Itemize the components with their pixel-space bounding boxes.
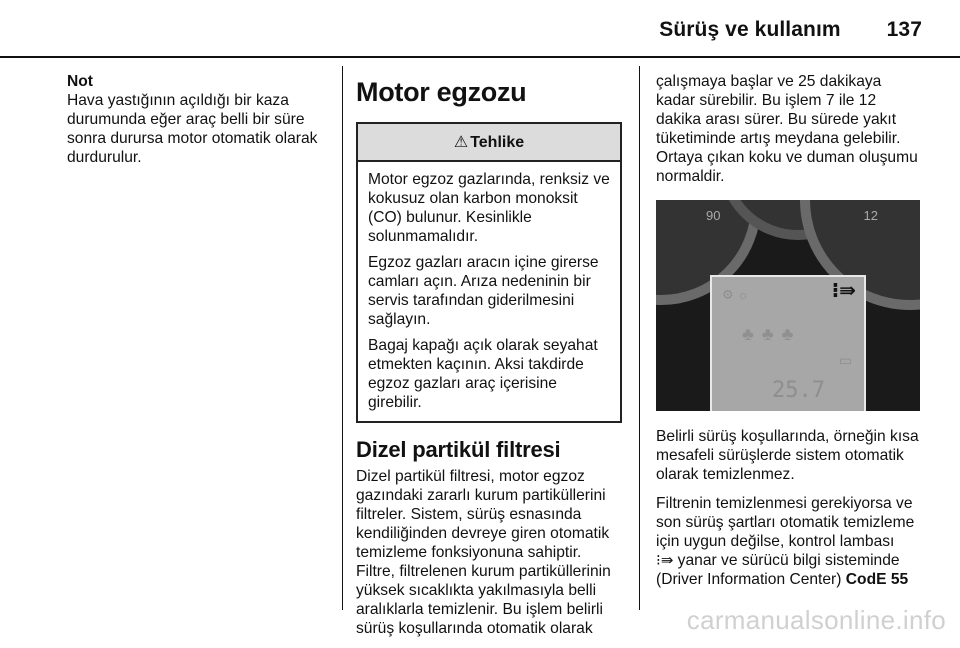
section-heading-motor-egzozu: Motor egzozu [356,77,527,107]
driver-info-display [710,275,866,411]
gauge-label: 12 [863,208,878,223]
column-divider-1 [342,66,343,610]
danger-paragraph: Bagaj kapağı açık olarak seyahat etmekten kaçının. Aksi takdirde egzoz gazları araç içerisine girebilir. [368,337,598,411]
body-text: yanar ve sürücü bilgi sisteminde (Driver Information Center) [656,552,900,588]
body-paragraph: Dizel partikül filtresi, motor egzoz gazındaki zararlı kurum partiküllerini filtreler. Sistem, sürüş esnasında kendiliğinden devreye giren otomatik temizleme fonksiyonuna sahiptir. Filtre, filtrelenen kurum partiküllerinin yüksek sıcaklıkta yakılmasıyla belli aralıklarla temizlenir. Bu işlem belirli sürüş koşullarında otomatik olarak [356,468,611,637]
danger-paragraph: Motor egzoz gazlarında, renksiz ve kokusuz olan karbon monoksit (CO) bulunur. Kesinlikle solunmamalıdır. [368,171,610,245]
column-3 [656,72,924,599]
section-heading-dizel-partikul: Dizel partikül filtresi [356,437,561,462]
diesel-particulate-filter-icon: ⁝⇛ [831,280,856,302]
display-temperature: 25.7 [772,378,825,403]
header-rule [0,56,960,58]
battery-icon: ▭ [838,352,852,368]
watermark: carmanualsonline.info [686,605,946,635]
column-2 [356,72,622,648]
diesel-particulate-filter-icon: ⁝⇛ [656,552,674,569]
page-number: 137 [886,18,922,41]
tree-icons: ♣♣♣ [742,324,802,344]
warning-triangle-icon: ⚠ [453,133,469,151]
code-text: CodE 55 [845,571,909,588]
header-title: Sürüş ve kullanım [659,18,841,41]
instrument-cluster-photo [656,200,920,411]
danger-box-header [358,124,620,162]
column-1 [67,72,329,177]
column-divider-2 [639,66,640,610]
danger-box-title: Tehlike [470,133,525,151]
danger-paragraph: Egzoz gazları aracın içine girerse camları açın. Arıza nedeninin bir servis tarafından giderilmesini sağlayın. [368,254,599,328]
gauge-label: 90 [706,208,721,223]
note-title: Not [67,73,93,90]
page-header [659,18,922,42]
body-paragraph [656,494,924,589]
body-text: Filtrenin temizlenmesi gerekiyorsa ve son sürüş şartları otomatik temizleme için uygun değilse, kontrol lambası [656,495,915,550]
danger-box-body [358,162,620,421]
note-body: Hava yastığının açıldığı bir kaza durumunda eğer araç belli bir süre sonra durursa motor otomatik olarak durdurulur. [67,92,318,166]
danger-box [356,122,622,423]
body-paragraph: Belirli sürüş koşullarında, örneğin kısa mesafeli sürüşlerde sistem otomatik olarak temizlenmez. [656,428,919,483]
display-status-icons: ⚙ ☼ [722,287,750,302]
body-paragraph: çalışmaya başlar ve 25 dakikaya kadar sürebilir. Bu işlem 7 ile 12 dakika arası sürer. Bu sürede yakıt tüketiminde artış meydana gelebilir. Ortaya çıkan koku ve duman oluşumu normaldir. [656,73,918,185]
